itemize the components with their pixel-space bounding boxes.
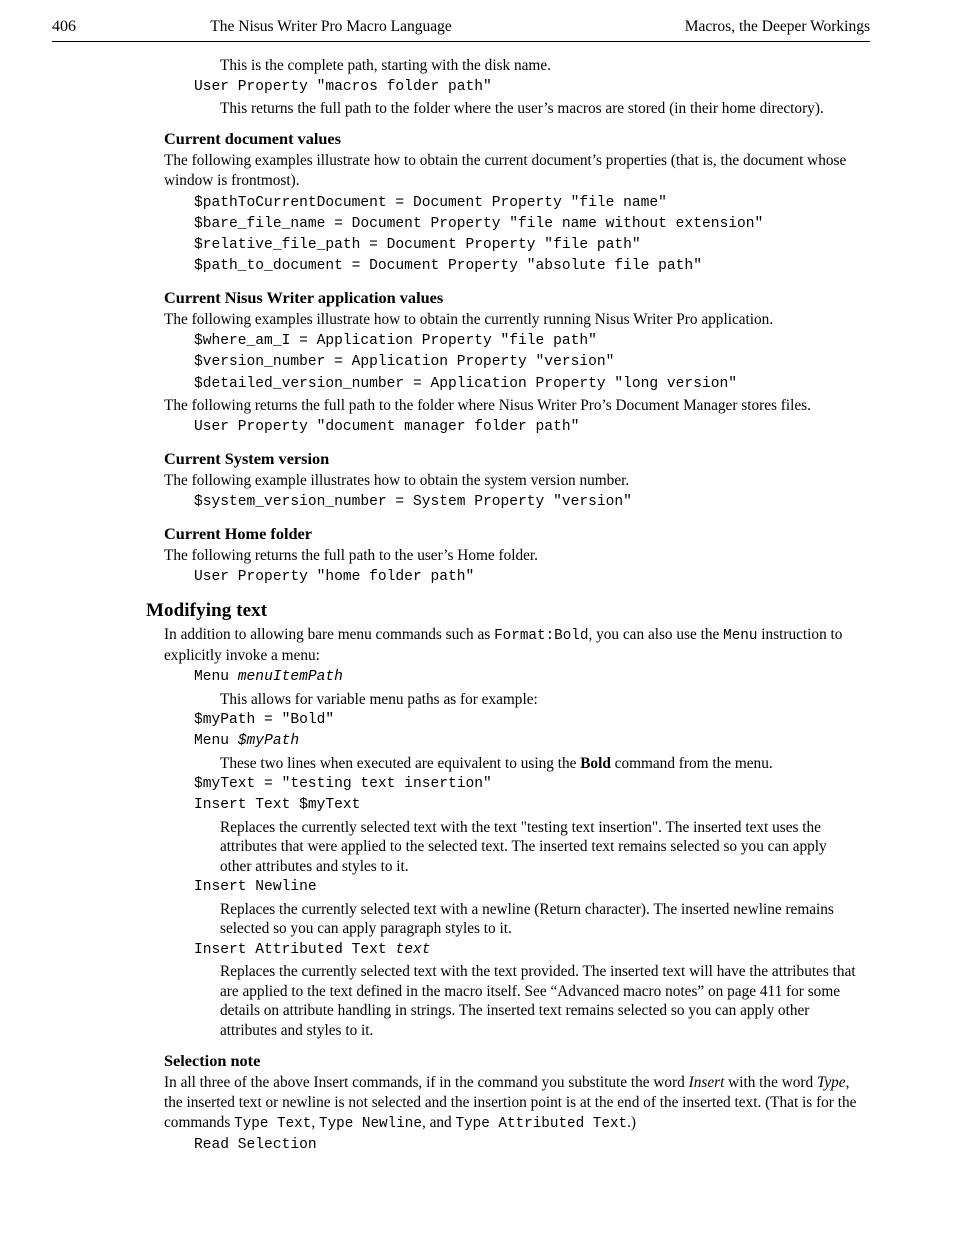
code-menu-mypath xyxy=(194,732,860,751)
inline-code-type-text: Type Text xyxy=(234,1115,312,1132)
selection-note-fragment-a: In all three of the above Insert commands, if in the command you substitute the word xyxy=(164,1074,689,1092)
paragraph-insert-text-desc: Replaces the currently selected text with the text "testing text insertion". The inserted text uses the attributes that were applied to the selected text. The inserted text remains selected so you can apply other attributes and styles to it. xyxy=(220,818,827,875)
selection-note-fragment-d: , xyxy=(311,1113,319,1131)
running-header xyxy=(52,18,870,42)
code-menu-variable: $myPath xyxy=(237,733,300,750)
paragraph-macros-folder-desc: This returns the full path to the folder where the user’s macros are stored (in their home directory). xyxy=(220,99,824,117)
paragraph-home-folder-desc: The following returns the full path to the user’s Home folder. xyxy=(164,546,538,564)
code-application-property-file-path: $where_am_I = Application Property "file path" xyxy=(194,333,597,350)
inline-code-menu: Menu xyxy=(723,628,758,645)
code-document-property-file-path: $relative_file_path = Document Property "file path" xyxy=(194,237,641,254)
code-insert-attributed-keyword: Insert Attributed Text xyxy=(194,941,396,958)
code-menu-keyword-2: Menu xyxy=(194,733,238,750)
code-mytext-assignment: $myText = "testing text insertion" xyxy=(194,776,492,793)
code-user-property-macros-folder: User Property "macros folder path" xyxy=(194,78,492,95)
paragraph-insert-attributed-desc: Replaces the currently selected text with the text provided. The inserted text will have the attributes that are applied to the text defined in the macro itself. See “Advanced macro notes” on page 411 for some details on attribute handling in strings. The inserted text remains selected so you can apply other attributes and styles to it. xyxy=(220,963,856,1039)
code-insert-text: Insert Text $myText xyxy=(194,797,361,814)
heading-application-values: Current Nisus Writer application values xyxy=(164,287,444,307)
code-system-property-version: $system_version_number = System Property "version" xyxy=(194,494,632,511)
paragraph-current-document-desc: The following examples illustrate how to obtain the current document’s properties (that is, the document whose window is frontmost). xyxy=(164,152,847,189)
code-insert-attributed-argument: text xyxy=(395,941,431,958)
selection-note-fragment-e: , and xyxy=(421,1113,456,1131)
paragraph-selection-note xyxy=(164,1073,860,1132)
selection-note-italic-insert: Insert xyxy=(688,1074,725,1092)
code-menu-keyword: Menu xyxy=(194,669,238,686)
heading-current-system-version: Current System version xyxy=(164,448,330,468)
selection-note-fragment-b: with the word xyxy=(724,1074,817,1092)
code-insert-newline: Insert Newline xyxy=(194,879,317,896)
page-number: 406 xyxy=(52,18,76,35)
code-user-property-home-folder: User Property "home folder path" xyxy=(194,569,475,586)
inline-code-type-newline: Type Newline xyxy=(318,1115,422,1132)
code-document-property-file-name: $pathToCurrentDocument = Document Property "file name" xyxy=(194,194,667,211)
equivalent-fragment-b: command from the menu. xyxy=(610,754,773,772)
code-read-selection: Read Selection xyxy=(194,1136,317,1153)
paragraph-variable-menu-paths: This allows for variable menu paths as for example: xyxy=(220,690,538,708)
paragraph-application-values-desc: The following examples illustrate how to obtain the currently running Nisus Writer Pro application. xyxy=(164,310,774,328)
code-menu-argument: menuItemPath xyxy=(237,669,343,686)
modifying-text-fragment-b: , you can also use the xyxy=(588,626,724,644)
modifying-text-fragment-a: In addition to allowing bare menu commands such as xyxy=(164,626,495,644)
selection-note-fragment-f: .) xyxy=(627,1113,637,1131)
code-application-property-version: $version_number = Application Property "version" xyxy=(194,354,615,371)
heading-current-document-values: Current document values xyxy=(164,129,341,149)
code-document-property-bare-file-name: $bare_file_name = Document Property "file name without extension" xyxy=(194,215,764,232)
code-insert-attributed-text xyxy=(194,941,860,960)
inline-code-format-bold: Format:Bold xyxy=(494,628,589,645)
equivalent-fragment-a: These two lines when executed are equivalent to using the xyxy=(220,754,581,772)
selection-note-italic-type: Type xyxy=(816,1074,846,1092)
heading-current-home-folder: Current Home folder xyxy=(164,523,313,543)
heading-modifying-text: Modifying text xyxy=(146,600,268,622)
equivalent-bold-word: Bold xyxy=(580,754,611,772)
inline-code-type-attributed-text: Type Attributed Text xyxy=(455,1115,628,1132)
heading-selection-note: Selection note xyxy=(164,1051,261,1071)
code-user-property-document-manager-folder: User Property "document manager folder path" xyxy=(194,419,580,436)
header-chapter-title: Macros, the Deeper Workings xyxy=(684,18,870,35)
header-book-title: The Nisus Writer Pro Macro Language xyxy=(210,18,452,35)
code-mypath-assignment: $myPath = "Bold" xyxy=(194,712,335,729)
paragraph-equivalent-bold xyxy=(220,754,860,774)
code-menu-menuitempath xyxy=(194,668,860,687)
selection-note-fragment-c: , the inserted text or newline is not selected and the insertion point is at the end of the inserted text. (That is for the commands xyxy=(164,1074,857,1131)
code-document-property-absolute-file-path: $path_to_document = Document Property "absolute file path" xyxy=(194,258,702,275)
paragraph-document-manager-desc: The following returns the full path to the folder where Nisus Writer Pro’s Document Manager stores files. xyxy=(164,396,811,414)
document-body xyxy=(52,56,870,1155)
paragraph-system-version-desc: The following example illustrates how to obtain the system version number. xyxy=(164,471,630,489)
paragraph-complete-path: This is the complete path, starting with the disk name. xyxy=(220,57,551,74)
paragraph-modifying-text-intro xyxy=(164,625,860,665)
paragraph-insert-newline-desc: Replaces the currently selected text with a newline (Return character). The inserted newline remains selected so you can apply paragraph styles to it. xyxy=(220,900,834,938)
modifying-text-fragment-c: instruction to explicitly invoke a menu: xyxy=(164,626,843,664)
code-application-property-long-version: $detailed_version_number = Application Property "long version" xyxy=(194,375,737,392)
